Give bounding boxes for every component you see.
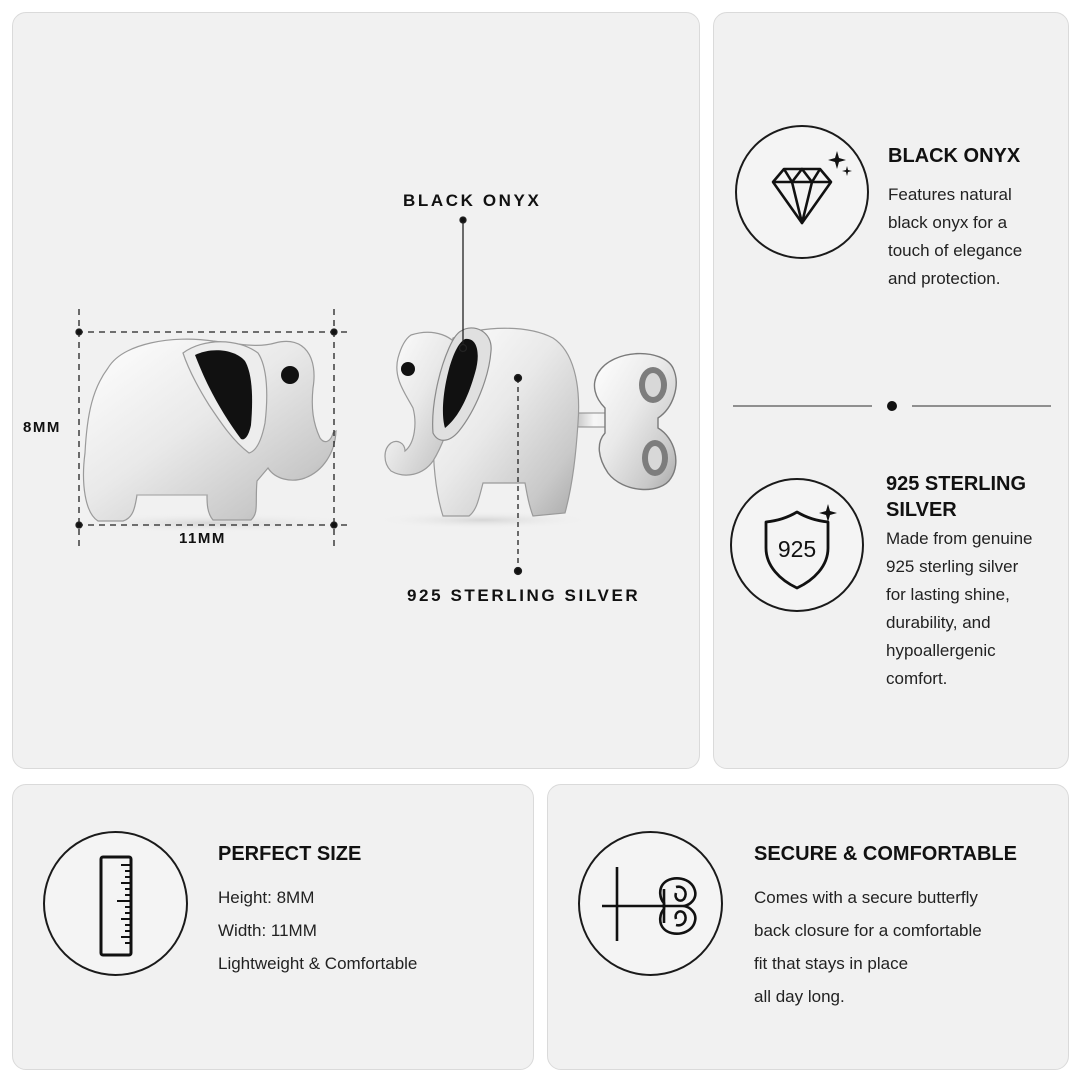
silver-badge xyxy=(730,478,864,612)
feature-silver-line: durability, and xyxy=(886,613,991,632)
feature-silver-line: hypoallergenic xyxy=(886,641,996,660)
ruler-badge xyxy=(43,831,188,976)
shield-925-text: 925 xyxy=(777,536,817,562)
diamond-badge xyxy=(735,125,869,259)
secure-line: back closure for a comfortable xyxy=(754,921,982,940)
callout-black-onyx: BLACK ONYX xyxy=(403,191,542,210)
section-divider xyxy=(714,396,1070,416)
feature-silver-title-line: 925 STERLING xyxy=(886,473,1027,495)
feature-silver-line: comfort. xyxy=(886,669,948,688)
butterfly-back-badge xyxy=(578,831,723,976)
feature-onyx-line: Features natural xyxy=(888,185,1012,204)
diamond-icon xyxy=(737,127,867,257)
butterfly-back-icon xyxy=(580,833,721,974)
spec-width: Width: 11MM xyxy=(218,921,317,940)
elephant-front-view xyxy=(63,339,363,533)
feature-silver-line: 925 sterling silver xyxy=(886,557,1019,576)
spec-weight: Lightweight & Comfortable xyxy=(218,954,418,973)
feature-onyx-line: black onyx for a xyxy=(888,213,1008,232)
dimension-height-label: 8MM xyxy=(23,419,61,436)
feature-onyx-line: touch of elegance xyxy=(888,241,1023,260)
perfect-size-specs xyxy=(218,881,417,980)
perfect-size-card xyxy=(12,784,534,1070)
elephant-side-view xyxy=(373,328,676,529)
feature-onyx-line: and protection. xyxy=(888,269,1001,288)
secure-title: SECURE & COMFORTABLE xyxy=(754,843,1017,865)
feature-silver-title-line: SILVER xyxy=(886,499,957,521)
callout-sterling-silver: 925 STERLING SILVER xyxy=(407,586,641,605)
feature-silver-line: Made from genuine xyxy=(886,529,1033,548)
feature-silver-title xyxy=(886,471,1026,523)
perfect-size-title: PERFECT SIZE xyxy=(218,843,362,865)
features-panel xyxy=(713,12,1069,769)
feature-silver-description xyxy=(886,525,1032,693)
dimension-width-label: 11MM xyxy=(179,530,226,547)
feature-silver-line: for lasting shine, xyxy=(886,585,1010,604)
spec-height: Height: 8MM xyxy=(218,888,315,907)
secure-line: fit that stays in place xyxy=(754,954,909,973)
feature-onyx-description xyxy=(888,181,1022,293)
ruler-icon xyxy=(45,833,186,974)
secure-description xyxy=(754,881,982,1013)
secure-line: Comes with a secure butterfly xyxy=(754,888,978,907)
secure-line: all day long. xyxy=(754,987,845,1006)
shield-925-icon xyxy=(732,480,862,610)
feature-onyx-title: BLACK ONYX xyxy=(888,145,1021,167)
earring-illustration xyxy=(13,13,701,770)
secure-comfortable-card xyxy=(547,784,1069,1070)
product-hero-panel xyxy=(12,12,700,769)
